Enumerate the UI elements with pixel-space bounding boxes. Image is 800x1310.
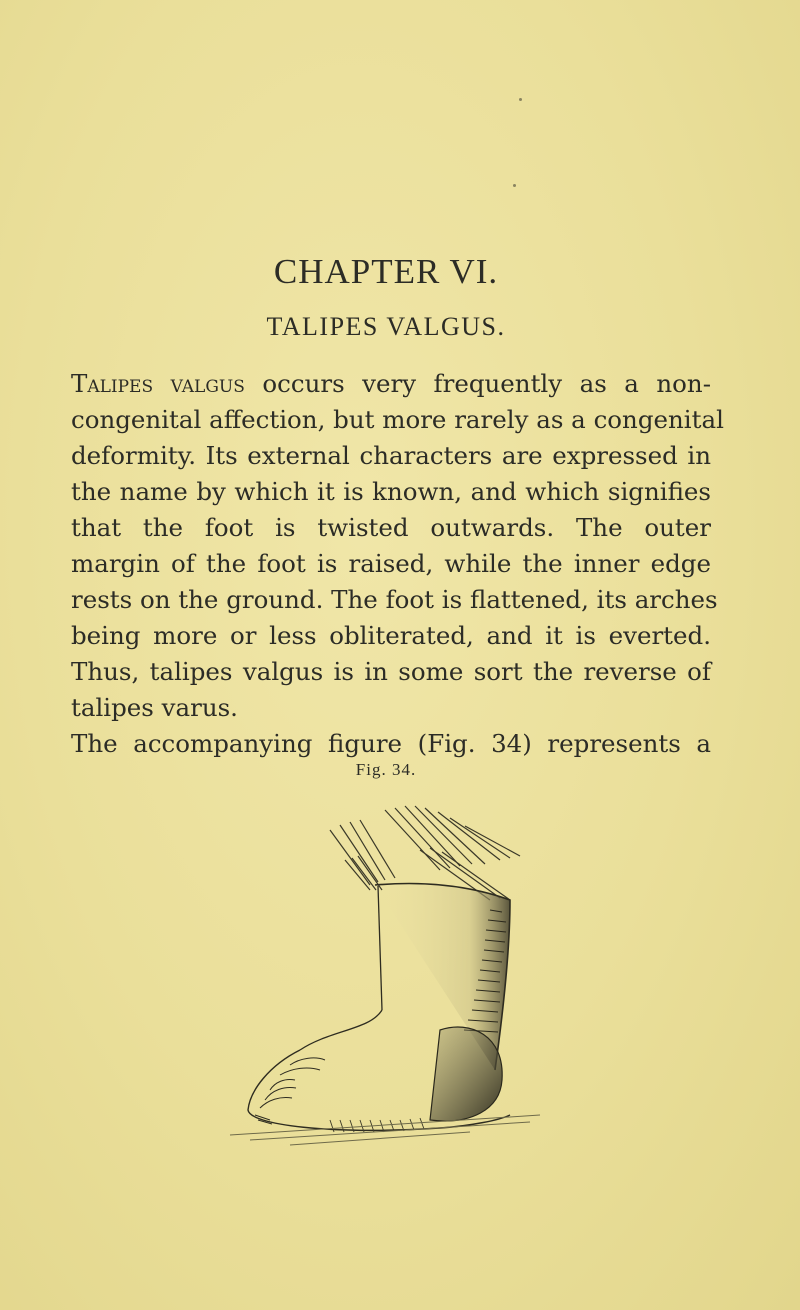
text-line-6: margin of the foot is raised, while the inner edge (71, 549, 711, 578)
toes-hatching (255, 1058, 325, 1124)
text-line-1-rest: occurs very frequently as a non- (244, 369, 711, 398)
text-line-10: talipes varus. (71, 693, 238, 722)
page-speck (513, 184, 516, 187)
heel-shading (430, 1027, 502, 1121)
text-line-3: deformity. Its external characters are expressed in (71, 441, 711, 470)
text-line-2: congenital affection, but more rarely as a congenital (71, 405, 724, 434)
foot-engraving-svg (210, 790, 550, 1150)
foot-illustration (210, 790, 550, 1150)
small-caps-lead: Talipes valgus (71, 369, 245, 398)
text-line-9: Thus, talipes valgus is in some sort the reverse of (71, 657, 711, 686)
chapter-heading: CHAPTER VI. (273, 252, 499, 291)
body-paragraph (71, 366, 724, 762)
text-line-1 (71, 366, 711, 402)
chapter-title: TALIPES VALGUS. (266, 312, 506, 341)
text-line-7: rests on the ground. The foot is flattened, its arches (71, 585, 718, 614)
text-line-5: that the foot is twisted outwards. The outer (71, 513, 711, 542)
figure-caption: Fig. 34. (355, 760, 417, 779)
text-line-4: the name by which it is known, and which signifies (71, 477, 711, 506)
ankle-line (300, 1010, 382, 1050)
page-speck (519, 98, 522, 101)
text-line-8: being more or less obliterated, and it is everted. (71, 621, 711, 650)
shin-front-line (378, 886, 382, 1010)
text-line-11: The accompanying figure (Fig. 34) represents a (71, 729, 711, 758)
